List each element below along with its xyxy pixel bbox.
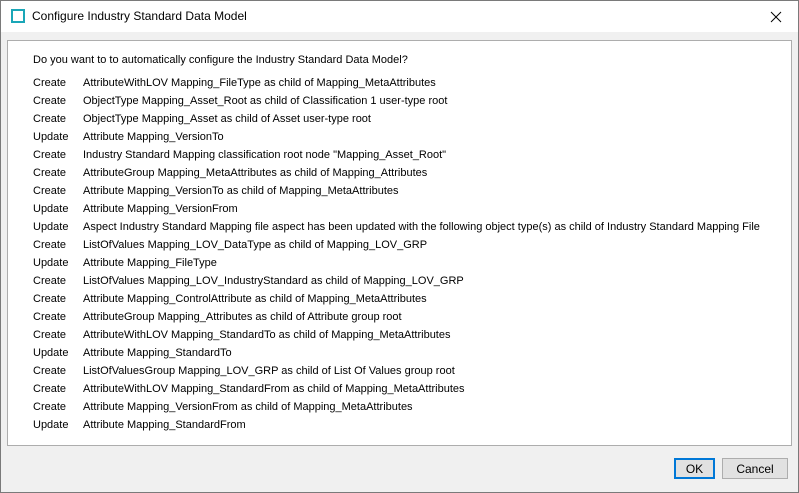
change-description: ObjectType Mapping_Asset as child of Asset user-type root — [83, 113, 371, 125]
change-action: Create — [33, 311, 67, 323]
change-description: ListOfValues Mapping_LOV_IndustryStandard as child of Mapping_LOV_GRP — [83, 275, 464, 287]
change-description: Attribute Mapping_VersionTo — [83, 131, 224, 143]
title-bar[interactable] — [1, 1, 798, 32]
change-action: Create — [33, 77, 67, 89]
close-button[interactable] — [754, 1, 798, 32]
change-action: Create — [33, 293, 67, 305]
change-row — [33, 128, 788, 146]
change-description: Attribute Mapping_StandardTo — [83, 347, 232, 359]
question-text: Do you want to to automatically configure the Industry Standard Data Model? — [33, 54, 408, 66]
ok-button[interactable]: OK — [674, 458, 715, 479]
change-row — [33, 182, 788, 200]
change-row — [33, 236, 788, 254]
change-action: Create — [33, 329, 67, 341]
change-row — [33, 398, 788, 416]
change-description: Attribute Mapping_FileType — [83, 257, 217, 269]
change-row — [33, 200, 788, 218]
change-row — [33, 254, 788, 272]
change-action: Create — [33, 239, 67, 251]
change-row — [33, 344, 788, 362]
change-action: Update — [33, 347, 69, 359]
change-action: Update — [33, 257, 69, 269]
change-row — [33, 74, 788, 92]
change-description: Attribute Mapping_VersionTo as child of Mapping_MetaAttributes — [83, 185, 399, 197]
change-description: Industry Standard Mapping classification root node "Mapping_Asset_Root" — [83, 149, 447, 161]
change-row — [33, 146, 788, 164]
change-row — [33, 92, 788, 110]
change-row — [33, 416, 788, 434]
change-description: AttributeGroup Mapping_MetaAttributes as child of Mapping_Attributes — [83, 167, 428, 179]
change-action: Create — [33, 95, 67, 107]
change-row — [33, 290, 788, 308]
change-action: Update — [33, 419, 69, 431]
change-action: Create — [33, 149, 67, 161]
close-icon — [770, 11, 782, 23]
change-list — [33, 74, 788, 434]
change-description: AttributeWithLOV Mapping_StandardFrom as child of Mapping_MetaAttributes — [83, 383, 465, 395]
change-action: Create — [33, 275, 67, 287]
change-action: Create — [33, 401, 67, 413]
change-description: AttributeWithLOV Mapping_StandardTo as child of Mapping_MetaAttributes — [83, 329, 451, 341]
change-description: Attribute Mapping_ControlAttribute as child of Mapping_MetaAttributes — [83, 293, 427, 305]
change-row — [33, 362, 788, 380]
change-description: Attribute Mapping_StandardFrom — [83, 419, 246, 431]
change-row — [33, 308, 788, 326]
change-action: Create — [33, 167, 67, 179]
app-icon — [11, 9, 25, 23]
change-description: ListOfValuesGroup Mapping_LOV_GRP as child of List Of Values group root — [83, 365, 455, 377]
change-action: Create — [33, 185, 67, 197]
change-row — [33, 218, 788, 236]
change-action: Create — [33, 365, 67, 377]
change-row — [33, 164, 788, 182]
cancel-button[interactable]: Cancel — [722, 458, 788, 479]
change-description: ObjectType Mapping_Asset_Root as child of Classification 1 user-type root — [83, 95, 448, 107]
change-row — [33, 380, 788, 398]
change-description: Attribute Mapping_VersionFrom as child of Mapping_MetaAttributes — [83, 401, 413, 413]
change-description: Attribute Mapping_VersionFrom — [83, 203, 238, 215]
change-action: Create — [33, 383, 67, 395]
change-description: ListOfValues Mapping_LOV_DataType as child of Mapping_LOV_GRP — [83, 239, 428, 251]
change-description: AttributeGroup Mapping_Attributes as child of Attribute group root — [83, 311, 402, 323]
change-description: Aspect Industry Standard Mapping file aspect has been updated with the following object type(s) as child of Industry Standard Mapping File — [83, 221, 760, 233]
change-action: Update — [33, 203, 69, 215]
change-action: Create — [33, 113, 67, 125]
changes-panel — [7, 40, 792, 446]
change-action: Update — [33, 221, 69, 233]
change-row — [33, 110, 788, 128]
window-title: Configure Industry Standard Data Model — [32, 9, 247, 23]
change-row — [33, 272, 788, 290]
change-row — [33, 326, 788, 344]
change-description: AttributeWithLOV Mapping_FileType as child of Mapping_MetaAttributes — [83, 77, 436, 89]
change-action: Update — [33, 131, 69, 143]
